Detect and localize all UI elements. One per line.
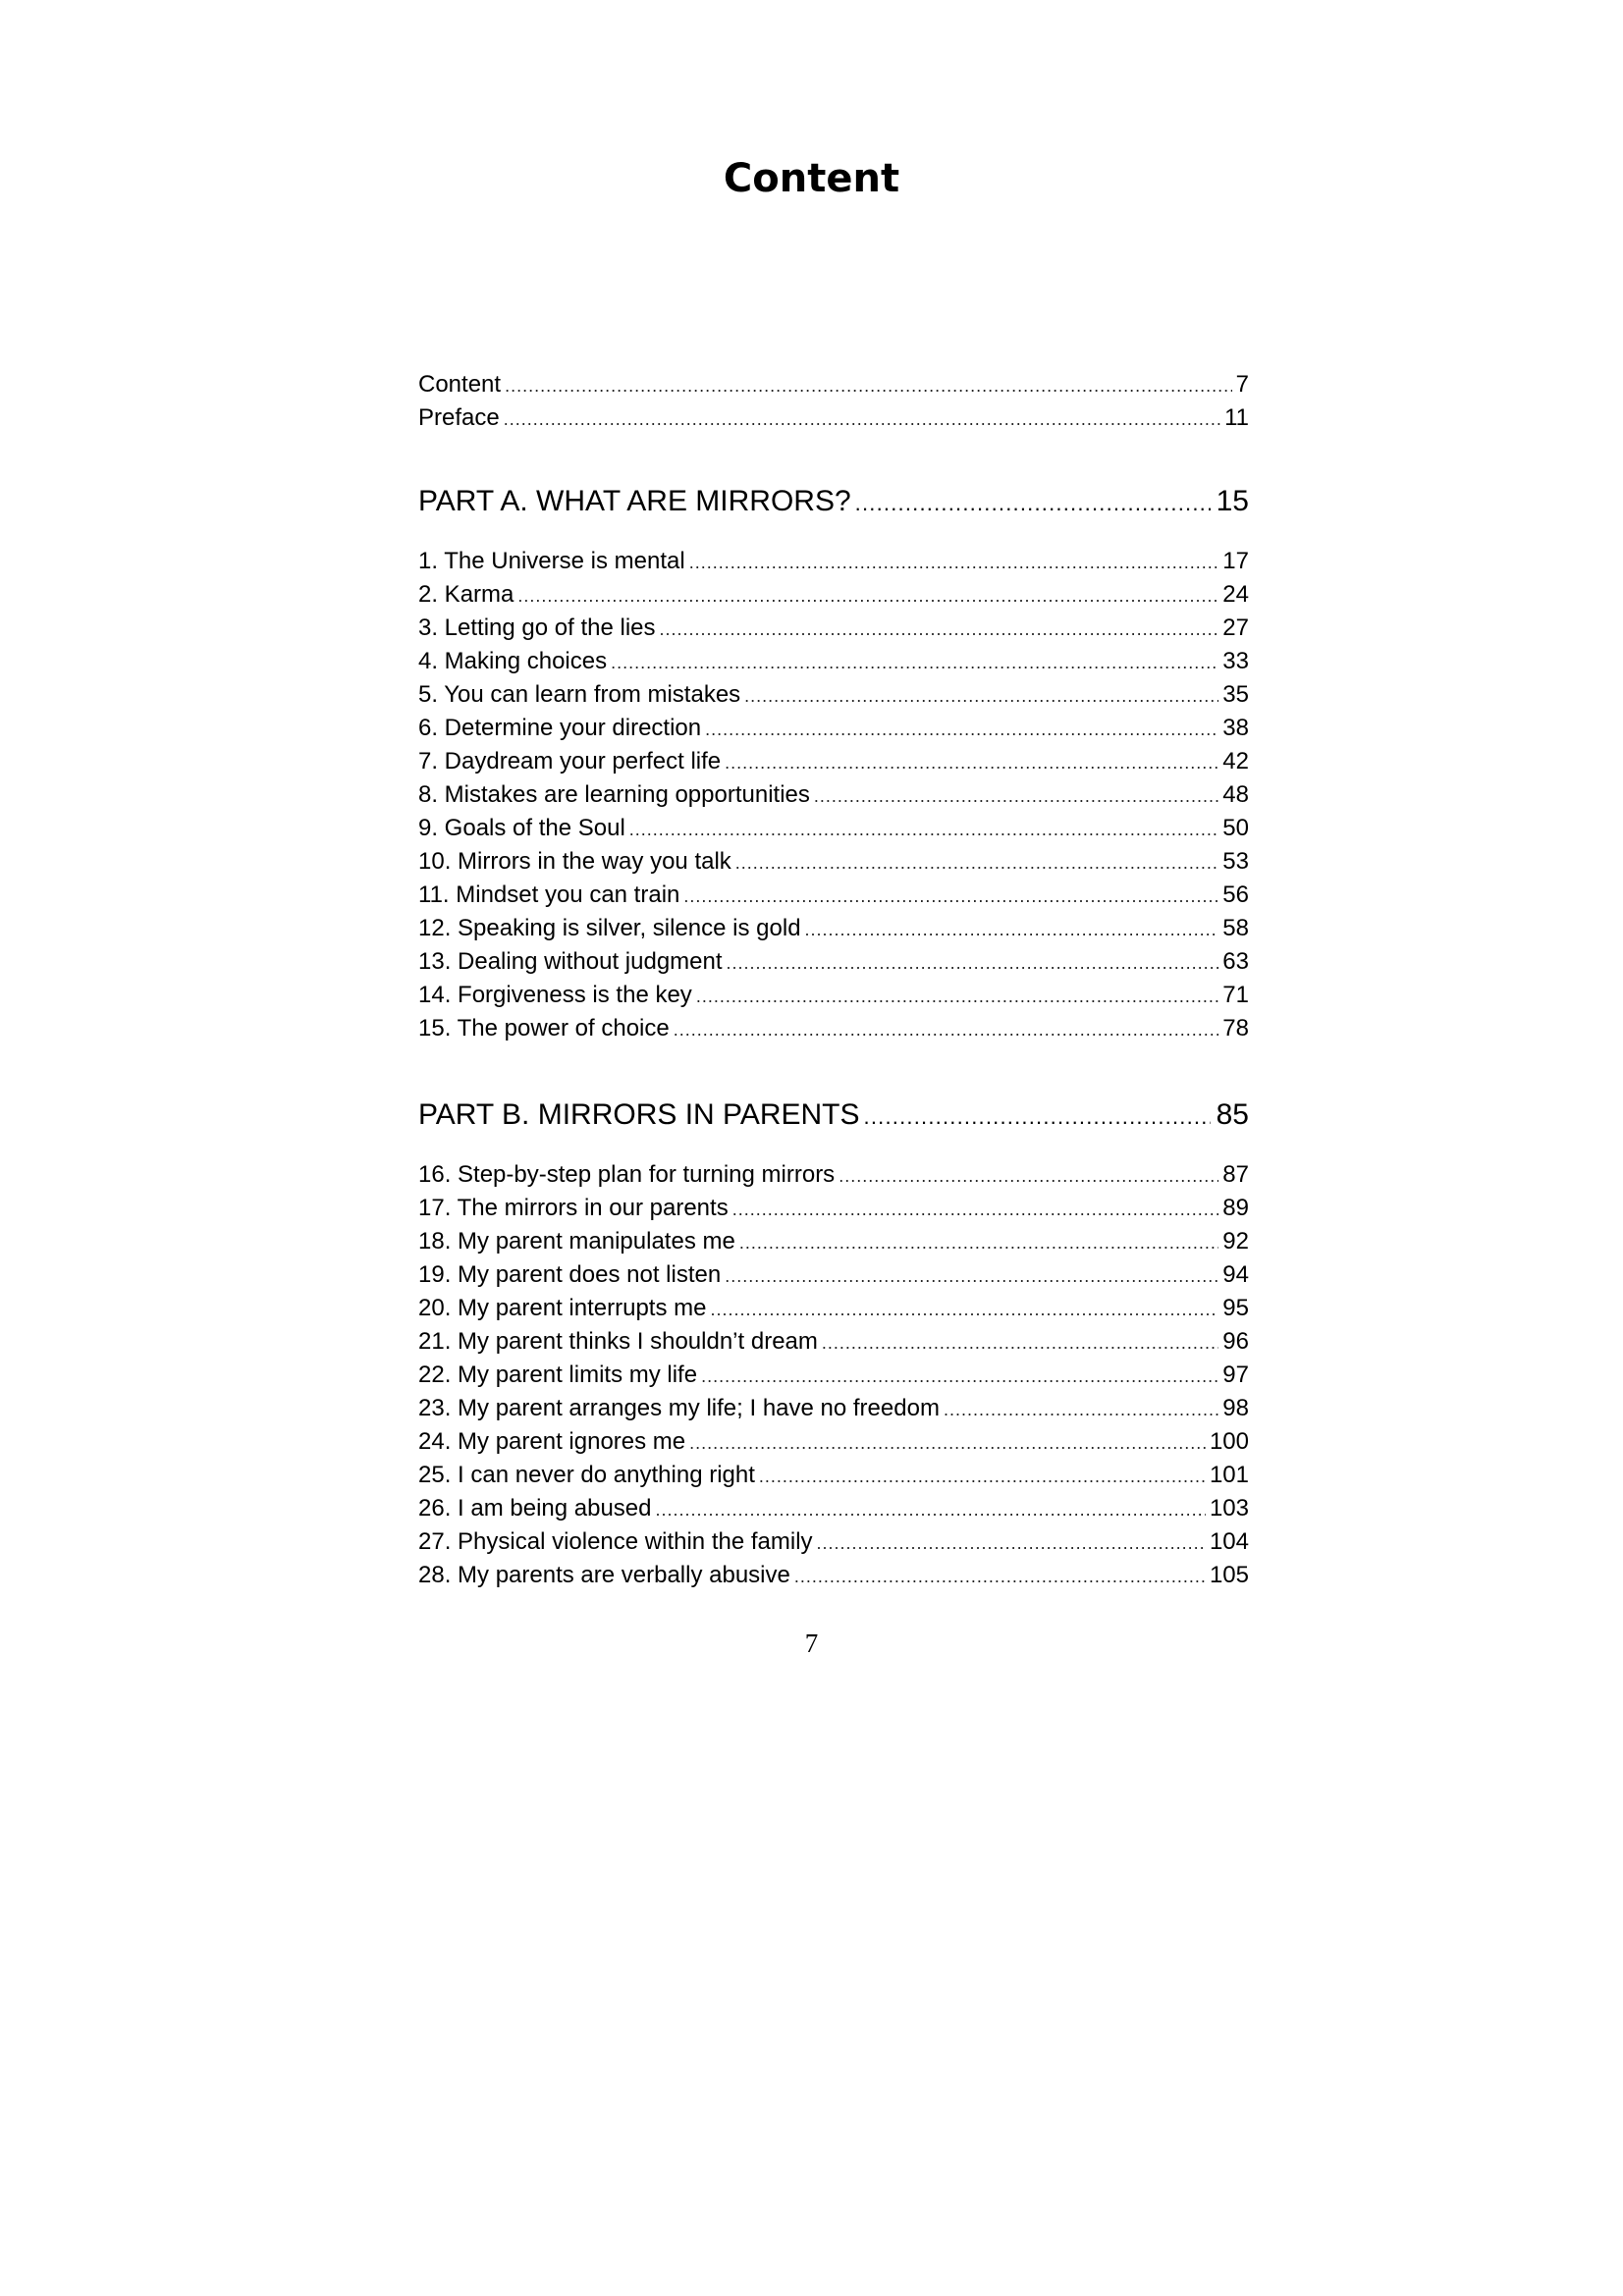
toc-entry[interactable]	[418, 1158, 1249, 1192]
dot-leader	[855, 482, 1211, 525]
dot-leader	[822, 1326, 1218, 1360]
part-heading-page: 15	[1216, 485, 1249, 517]
toc-entry[interactable]	[418, 1225, 1249, 1258]
dot-leader	[689, 1426, 1206, 1460]
toc-entry-page: 27	[1222, 614, 1249, 641]
toc-entry[interactable]	[418, 1525, 1249, 1559]
toc-entry-label: 21. My parent thinks I shouldn’t dream	[418, 1328, 818, 1355]
toc-entry-label: 16. Step-by-step plan for turning mirrors	[418, 1161, 836, 1188]
dot-leader	[725, 746, 1218, 779]
dot-leader	[656, 1493, 1206, 1526]
dot-leader	[839, 1159, 1218, 1193]
part-heading-label: PART B. MIRRORS IN PARENTS	[418, 1098, 860, 1131]
dot-leader	[744, 679, 1218, 713]
toc-entry[interactable]	[418, 1292, 1249, 1325]
dot-leader	[735, 846, 1219, 880]
toc-entry[interactable]	[418, 1258, 1249, 1292]
toc-entry[interactable]	[418, 1459, 1249, 1492]
dot-leader	[696, 980, 1218, 1013]
dot-leader	[794, 1560, 1206, 1593]
toc-entry[interactable]	[418, 812, 1249, 845]
dot-leader	[705, 713, 1218, 746]
toc-entry-label: Content	[418, 371, 502, 398]
toc-entry-page: 100	[1209, 1428, 1249, 1455]
toc-entry[interactable]	[418, 401, 1249, 435]
toc-entry-page: 53	[1222, 848, 1249, 875]
toc-entry-label: 11. Mindset you can train	[418, 881, 680, 908]
toc-entry-page: 50	[1222, 815, 1249, 841]
toc-entry-page: 11	[1224, 404, 1249, 431]
toc-entry[interactable]	[418, 712, 1249, 745]
dot-leader	[864, 1095, 1211, 1139]
part-heading-page: 85	[1216, 1098, 1249, 1131]
dot-leader	[660, 613, 1219, 646]
toc-entry-page: 7	[1235, 371, 1249, 398]
toc-entry-page: 63	[1222, 948, 1249, 975]
dot-leader	[732, 1193, 1219, 1226]
toc-entry-label: 12. Speaking is silver, silence is gold	[418, 915, 801, 941]
toc-entry-label: 15. The power of choice	[418, 1015, 670, 1041]
toc-entry[interactable]	[418, 745, 1249, 778]
dot-leader	[505, 369, 1232, 402]
toc-entry[interactable]	[418, 545, 1249, 578]
toc-entry-label: 10. Mirrors in the way you talk	[418, 848, 731, 875]
toc-entry[interactable]	[418, 979, 1249, 1012]
toc-entry-page: 24	[1222, 581, 1249, 608]
toc-entry-label: 17. The mirrors in our parents	[418, 1195, 729, 1221]
toc-entry-label: Preface	[418, 404, 500, 431]
toc-entry-label: 27. Physical violence within the family	[418, 1528, 813, 1555]
dot-leader	[817, 1526, 1206, 1560]
toc-entry-page: 71	[1222, 982, 1249, 1008]
toc-entry[interactable]	[418, 1492, 1249, 1525]
toc-entry[interactable]	[418, 945, 1249, 979]
toc-entry[interactable]	[418, 678, 1249, 712]
toc-entry-label: 20. My parent interrupts me	[418, 1295, 707, 1321]
dot-leader	[725, 1259, 1218, 1293]
toc-entry[interactable]	[418, 1425, 1249, 1459]
toc-entry-label: 1. The Universe is mental	[418, 548, 685, 574]
toc-entry-label: 3. Letting go of the lies	[418, 614, 656, 641]
toc-entry-label: 7. Daydream your perfect life	[418, 748, 722, 774]
toc-entry-page: 17	[1222, 548, 1249, 574]
toc-entry[interactable]	[418, 368, 1249, 401]
dot-leader	[683, 880, 1218, 913]
toc-entry-page: 92	[1222, 1228, 1249, 1255]
toc-entry-page: 103	[1209, 1495, 1249, 1522]
toc-entry-page: 78	[1222, 1015, 1249, 1041]
dot-leader	[814, 779, 1218, 813]
toc-entry[interactable]	[418, 1392, 1249, 1425]
toc-entry-page: 33	[1222, 648, 1249, 674]
toc-entry-label: 28. My parents are verbally abusive	[418, 1562, 790, 1588]
toc-entry-label: 2. Karma	[418, 581, 514, 608]
dot-leader	[727, 946, 1219, 980]
toc-entry-page: 101	[1209, 1462, 1249, 1488]
dot-leader	[805, 913, 1219, 946]
toc-entry[interactable]	[418, 1559, 1249, 1592]
toc-entry[interactable]	[418, 578, 1249, 612]
dot-leader	[701, 1360, 1218, 1393]
toc-entry-label: 24. My parent ignores me	[418, 1428, 686, 1455]
toc-entry-page: 58	[1222, 915, 1249, 941]
toc-entry[interactable]	[418, 1359, 1249, 1392]
toc-part-heading[interactable]	[418, 480, 1249, 523]
toc-entry-page: 105	[1209, 1562, 1249, 1588]
toc-part-heading[interactable]	[418, 1094, 1249, 1137]
toc-entry-page: 89	[1222, 1195, 1249, 1221]
toc-entry-page: 38	[1222, 715, 1249, 741]
toc-entry[interactable]	[418, 612, 1249, 645]
toc-entry-page: 35	[1222, 681, 1249, 708]
toc-entry-label: 14. Forgiveness is the key	[418, 982, 692, 1008]
dot-leader	[674, 1013, 1219, 1046]
toc-entry[interactable]	[418, 1012, 1249, 1045]
toc-entry[interactable]	[418, 1325, 1249, 1359]
toc-entry-label: 9. Goals of the Soul	[418, 815, 625, 841]
dot-leader	[710, 1293, 1218, 1326]
part-heading-label: PART A. WHAT ARE MIRRORS?	[418, 485, 851, 517]
dot-leader	[689, 546, 1219, 579]
toc-entry-label: 22. My parent limits my life	[418, 1362, 698, 1388]
table-of-contents	[418, 368, 1249, 1592]
toc-entry-page: 97	[1222, 1362, 1249, 1388]
toc-entry[interactable]	[418, 845, 1249, 879]
dot-leader	[517, 579, 1218, 613]
toc-entry-label: 5. You can learn from mistakes	[418, 681, 741, 708]
toc-entry-page: 104	[1209, 1528, 1249, 1555]
toc-entry[interactable]	[418, 645, 1249, 678]
toc-entry-page: 95	[1222, 1295, 1249, 1321]
dot-leader	[611, 646, 1218, 679]
dot-leader	[739, 1226, 1218, 1259]
toc-entry-page: 42	[1222, 748, 1249, 774]
toc-entry[interactable]	[418, 778, 1249, 812]
toc-entry-label: 6. Determine your direction	[418, 715, 702, 741]
dot-leader	[504, 402, 1220, 436]
toc-entry-page: 98	[1222, 1395, 1249, 1421]
toc-entry[interactable]	[418, 879, 1249, 912]
dot-leader	[629, 813, 1219, 846]
toc-entry-page: 94	[1222, 1261, 1249, 1288]
toc-entry-page: 87	[1222, 1161, 1249, 1188]
toc-entry-label: 19. My parent does not listen	[418, 1261, 722, 1288]
toc-entry-label: 13. Dealing without judgment	[418, 948, 723, 975]
toc-entry-page: 96	[1222, 1328, 1249, 1355]
toc-entry-label: 4. Making choices	[418, 648, 608, 674]
dot-leader	[759, 1460, 1206, 1493]
toc-entry[interactable]	[418, 912, 1249, 945]
toc-entry-label: 23. My parent arranges my life; I have no freedom	[418, 1395, 940, 1421]
dot-leader	[944, 1393, 1218, 1426]
toc-entry-label: 26. I am being abused	[418, 1495, 652, 1522]
page-title: Content	[723, 156, 900, 201]
toc-entry-page: 48	[1222, 781, 1249, 808]
toc-entry-label: 18. My parent manipulates me	[418, 1228, 735, 1255]
page-number: 7	[804, 1629, 819, 1658]
toc-entry-label: 8. Mistakes are learning opportunities	[418, 781, 810, 808]
toc-entry-page: 56	[1222, 881, 1249, 908]
toc-entry-label: 25. I can never do anything right	[418, 1462, 755, 1488]
toc-entry[interactable]	[418, 1192, 1249, 1225]
